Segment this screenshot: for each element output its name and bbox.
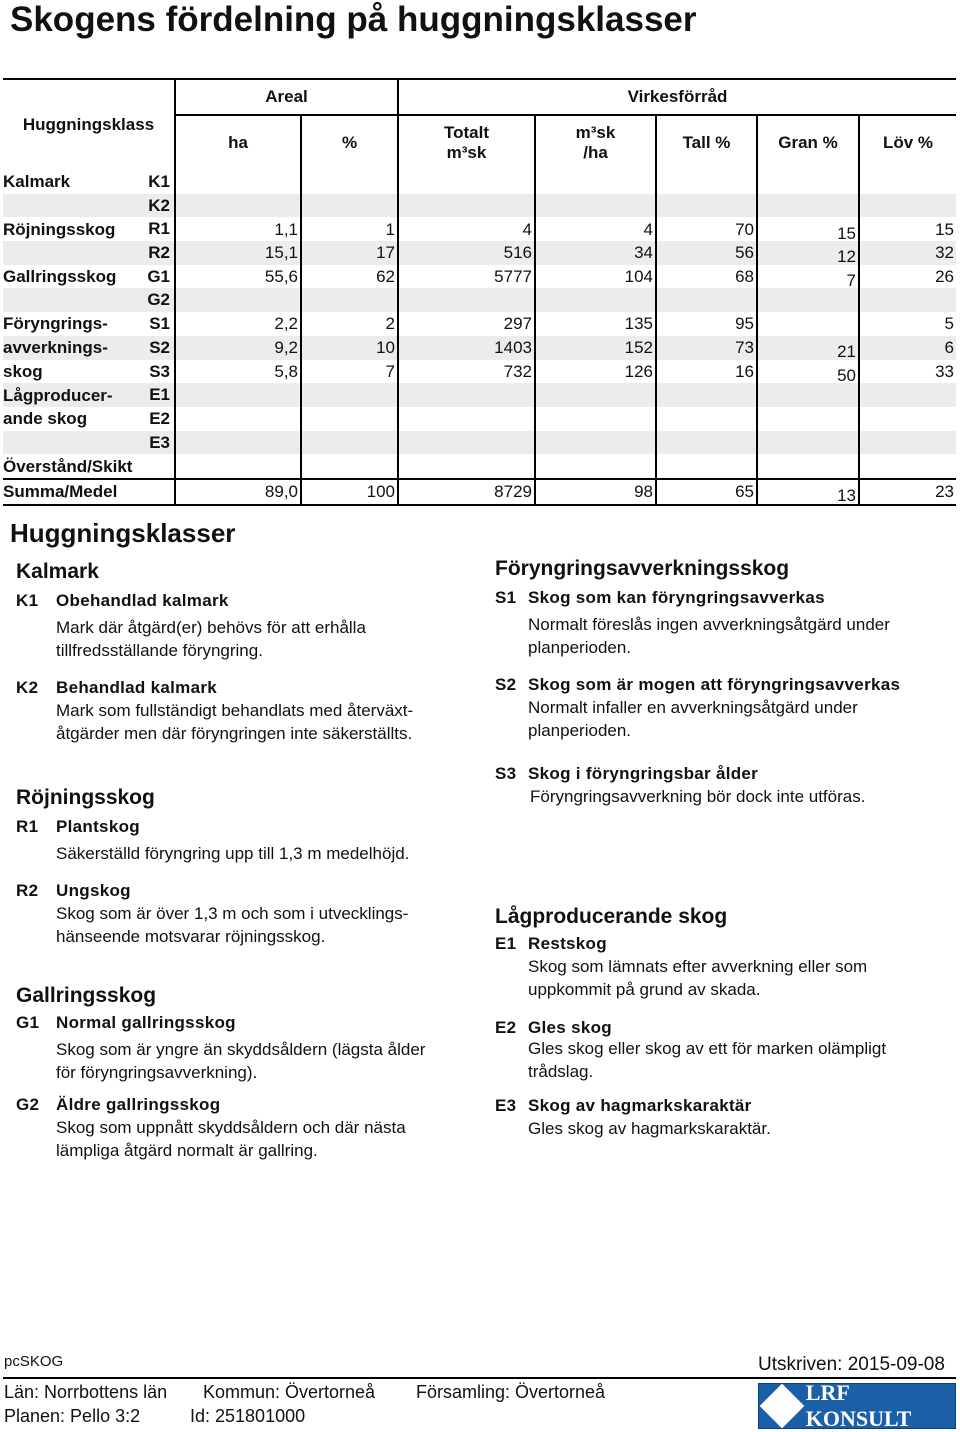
- cell-pct: [301, 454, 398, 479]
- heading-lagproducerande-skog: Lågproducerande skog: [495, 905, 728, 928]
- cell-tall: 56: [656, 241, 757, 265]
- cell-ha: [175, 407, 301, 431]
- heading-huggningsklasser: Huggningsklasser: [10, 518, 236, 548]
- cell-gran: [757, 217, 859, 241]
- cell-pct: [301, 431, 398, 455]
- cell-gran: [757, 312, 859, 336]
- cell-tot: 516: [398, 241, 535, 265]
- row-class-cell: [3, 217, 175, 241]
- cell-lov: 15: [859, 217, 956, 241]
- item-r1: [16, 817, 409, 866]
- cell-tall: [656, 383, 757, 407]
- total-label: Summa/Medel: [3, 479, 175, 505]
- cell-ha: 1,1: [175, 217, 301, 241]
- header-gran: Gran %: [757, 115, 859, 170]
- row-label: skog: [3, 361, 43, 381]
- item-code: G2: [16, 1095, 40, 1114]
- cell-ha: [175, 383, 301, 407]
- total-ha: 89,0: [175, 479, 301, 505]
- item-text: Skog som uppnått skyddsåldern och där nästa lämpliga åtgärd normalt är gallring.: [56, 1118, 406, 1160]
- item-code: G1: [16, 1013, 40, 1032]
- cell-ha: [175, 431, 301, 455]
- table-row: [3, 336, 956, 360]
- cell-ha: 9,2: [175, 336, 301, 360]
- cell-tot: 297: [398, 312, 535, 336]
- item-s2: [495, 675, 900, 742]
- item-e1: [495, 934, 867, 1001]
- item-code: R1: [16, 817, 39, 836]
- heading-kalmark: Kalmark: [16, 560, 99, 583]
- row-code: G2: [147, 290, 170, 310]
- heading-gallringsskog: Gallringsskog: [16, 984, 157, 1007]
- cell-ha: 5,8: [175, 360, 301, 384]
- item-title: Skog i föryngringsbar ålder: [528, 764, 759, 783]
- cell-ha: [175, 170, 301, 194]
- cell-lov: 26: [859, 265, 956, 289]
- header-virkesforrad: Virkesförråd: [398, 79, 956, 115]
- written-date: Utskriven: 2015-09-08: [758, 1354, 945, 1375]
- cell-ha: [175, 194, 301, 218]
- item-title: Ungskog: [56, 881, 131, 900]
- table-row: [3, 288, 956, 312]
- cell-perha: [535, 454, 656, 479]
- item-e3: [495, 1096, 771, 1141]
- item-code: R2: [16, 881, 39, 900]
- footer-forsamling: Församling: Övertorneå: [416, 1382, 606, 1402]
- cell-tall: [656, 288, 757, 312]
- row-code: E2: [149, 408, 170, 428]
- cell-gran: [757, 431, 859, 455]
- cell-ha: 55,6: [175, 265, 301, 289]
- item-title: Gles skog: [528, 1018, 612, 1037]
- cell-perha: 34: [535, 241, 656, 265]
- cell-lov: [859, 170, 956, 194]
- cell-pct: 10: [301, 336, 398, 360]
- row-label: Överstånd/Skikt: [3, 456, 133, 476]
- cell-perha: [535, 431, 656, 455]
- cell-perha: 104: [535, 265, 656, 289]
- item-title: Skog som kan föryngringsavverkas: [528, 588, 825, 607]
- item-title: Plantskog: [56, 817, 140, 836]
- cell-tot: [398, 383, 535, 407]
- cell-tot: [398, 194, 535, 218]
- table-row: [3, 265, 956, 289]
- cell-lov: [859, 288, 956, 312]
- cell-tall: [656, 170, 757, 194]
- total-gran: 13: [757, 479, 859, 505]
- table-row: [3, 431, 956, 455]
- row-label: ande skog: [3, 409, 88, 429]
- cell-ha: 15,1: [175, 241, 301, 265]
- class-distribution-table: [3, 78, 956, 506]
- item-code: K2: [16, 678, 39, 697]
- cell-pct: [301, 194, 398, 218]
- row-class-cell: [3, 241, 175, 265]
- item-text: Mark där åtgärd(er) behövs för att erhålla tillfredsställande föryngring.: [56, 618, 366, 660]
- footer-rule: [3, 1377, 956, 1379]
- cell-value: 21: [837, 342, 856, 362]
- cell-tot: [398, 170, 535, 194]
- item-title: Skog som är mogen att föryngringsavverkas: [528, 675, 901, 694]
- table-row: [3, 383, 956, 407]
- row-class-cell: [3, 454, 175, 479]
- cell-tot: [398, 454, 535, 479]
- cell-pct: [301, 383, 398, 407]
- cell-perha: 152: [535, 336, 656, 360]
- item-text: Skog som är yngre än skyddsåldern (lägsta ålder för föryngringsavverkning).: [56, 1040, 426, 1082]
- table-row: [3, 170, 956, 194]
- cell-tot: [398, 407, 535, 431]
- cell-tall: [656, 431, 757, 455]
- cell-tot: [398, 288, 535, 312]
- cell-perha: [535, 194, 656, 218]
- row-code: E1: [149, 385, 170, 405]
- header-per-ha: m³sk /ha: [535, 115, 656, 170]
- cell-pct: 1: [301, 217, 398, 241]
- footer-id: Id: 251801000: [190, 1406, 306, 1426]
- table-row: [3, 241, 956, 265]
- cell-tall: [656, 454, 757, 479]
- cell-gran: [757, 407, 859, 431]
- clover-icon: [763, 1387, 800, 1425]
- row-label: Kalmark: [3, 172, 71, 192]
- total-row: [3, 479, 956, 505]
- row-class-cell: [3, 360, 175, 384]
- row-label: Gallringsskog: [3, 267, 117, 287]
- item-e2: [495, 1018, 886, 1083]
- table-row: [3, 194, 956, 218]
- item-title: Normal gallringsskog: [56, 1013, 236, 1032]
- item-r2: [16, 881, 408, 948]
- item-code: S3: [495, 764, 517, 783]
- page-title: Skogens fördelning på huggningsklasser: [10, 0, 697, 39]
- item-g1: [16, 1013, 425, 1084]
- row-code: S3: [149, 361, 170, 381]
- cell-tot: 732: [398, 360, 535, 384]
- cell-pct: [301, 170, 398, 194]
- row-class-cell: [3, 312, 175, 336]
- cell-tall: 68: [656, 265, 757, 289]
- logo-text: LRF KONSULT: [805, 1380, 912, 1431]
- cell-tot: 4: [398, 217, 535, 241]
- item-k2: [16, 678, 413, 745]
- row-class-cell: [3, 407, 175, 431]
- item-code: S2: [495, 675, 517, 694]
- row-code: S2: [149, 337, 170, 357]
- item-text: Normalt infaller en avverkningsåtgärd under planperioden.: [528, 698, 858, 740]
- table-row: [3, 454, 956, 479]
- cell-pct: 62: [301, 265, 398, 289]
- cell-tall: [656, 194, 757, 218]
- row-code: R2: [148, 243, 170, 263]
- item-code: S1: [495, 588, 517, 607]
- cell-value: 12: [837, 247, 856, 267]
- item-code: K1: [16, 591, 39, 610]
- header-tall: Tall %: [656, 115, 757, 170]
- item-code: E3: [495, 1096, 517, 1115]
- cell-gran: [757, 454, 859, 479]
- header-areal: Areal: [175, 79, 398, 115]
- cell-gran: [757, 288, 859, 312]
- header-pct: %: [301, 115, 398, 170]
- item-text: Skog som lämnats efter avverkning eller som uppkommit på grund av skada.: [528, 957, 868, 999]
- cell-tall: 70: [656, 217, 757, 241]
- item-text: Säkerställd föryngring upp till 1,3 m medelhöjd.: [56, 844, 410, 863]
- cell-gran: [757, 360, 859, 384]
- cell-ha: [175, 288, 301, 312]
- total-lov: 23: [859, 479, 956, 505]
- item-title: Restskog: [528, 934, 607, 953]
- table-row: [3, 407, 956, 431]
- item-text: Mark som fullständigt behandlats med återväxt- åtgärder men där föryngringen inte säkerställts.: [56, 701, 414, 743]
- row-label: Lågproducer-: [3, 385, 113, 405]
- header-ha: ha: [175, 115, 301, 170]
- cell-pct: 17: [301, 241, 398, 265]
- item-title: Skog av hagmarkskaraktär: [528, 1096, 752, 1115]
- row-code: G1: [147, 266, 170, 286]
- item-title: Behandlad kalmark: [56, 678, 217, 697]
- cell-lov: [859, 407, 956, 431]
- cell-gran: [757, 383, 859, 407]
- cell-pct: 7: [301, 360, 398, 384]
- cell-tall: [656, 407, 757, 431]
- item-title: Obehandlad kalmark: [56, 591, 229, 610]
- row-class-cell: [3, 288, 175, 312]
- cell-pct: 2: [301, 312, 398, 336]
- item-s3: [495, 764, 865, 809]
- cell-tall: 16: [656, 360, 757, 384]
- cell-gran: [757, 170, 859, 194]
- item-k1: [16, 591, 366, 662]
- item-text: Skog som är över 1,3 m och som i utvecklings- hänseende motsvarar röjningsskog.: [56, 904, 409, 946]
- footer-lan: Län: Norrbottens län: [4, 1382, 168, 1402]
- cell-gran: [757, 265, 859, 289]
- row-class-cell: [3, 170, 175, 194]
- app-name: pcSKOG: [4, 1353, 64, 1370]
- cell-lov: 32: [859, 241, 956, 265]
- cell-perha: 4: [535, 217, 656, 241]
- cell-lov: [859, 431, 956, 455]
- cell-lov: 33: [859, 360, 956, 384]
- cell-perha: [535, 170, 656, 194]
- total-tot: 8729: [398, 479, 535, 505]
- item-text: Föryngringsavverkning bör dock inte utföras.: [530, 787, 866, 806]
- total-pct: 100: [301, 479, 398, 505]
- cell-pct: [301, 407, 398, 431]
- row-label: avverknings-: [3, 338, 108, 358]
- cell-value: 7: [846, 271, 856, 291]
- cell-lov: 6: [859, 336, 956, 360]
- cell-tall: 73: [656, 336, 757, 360]
- cell-perha: [535, 288, 656, 312]
- total-perha: 98: [535, 479, 656, 505]
- footer-kommun: Kommun: Övertorneå: [203, 1382, 376, 1402]
- item-code: E1: [495, 934, 517, 953]
- cell-pct: [301, 288, 398, 312]
- cell-tot: 5777: [398, 265, 535, 289]
- heading-rojningsskog: Röjningsskog: [16, 786, 155, 809]
- row-code: K2: [148, 195, 170, 215]
- row-code: E3: [149, 432, 170, 452]
- row-code: K1: [148, 172, 170, 191]
- row-class-cell: [3, 431, 175, 455]
- cell-perha: [535, 407, 656, 431]
- row-code: S1: [149, 314, 170, 334]
- cell-value: 15: [837, 223, 856, 243]
- cell-lov: [859, 383, 956, 407]
- cell-ha: [175, 454, 301, 479]
- item-s1: [495, 588, 890, 659]
- header-lov: Löv %: [859, 115, 956, 170]
- cell-gran: [757, 241, 859, 265]
- cell-lov: 5: [859, 312, 956, 336]
- item-code: E2: [495, 1018, 517, 1037]
- lrf-konsult-logo: [758, 1380, 956, 1431]
- item-text: Gles skog av hagmarkskaraktär.: [528, 1119, 771, 1138]
- total-tall: 65: [656, 479, 757, 505]
- item-g2: [16, 1095, 406, 1162]
- cell-gran: [757, 336, 859, 360]
- item-text: Normalt föreslås ingen avverkningsåtgärd under planperioden.: [528, 615, 890, 657]
- cell-tall: 95: [656, 312, 757, 336]
- item-text: Gles skog eller skog av ett för marken olämpligt trådslag.: [528, 1039, 887, 1081]
- cell-tot: [398, 431, 535, 455]
- heading-foryngringsavverkningsskog: Föryngringsavverkningsskog: [495, 557, 790, 580]
- row-class-cell: [3, 265, 175, 289]
- cell-perha: [535, 383, 656, 407]
- table-row: [3, 360, 956, 384]
- row-class-cell: [3, 194, 175, 218]
- item-title: Äldre gallringsskog: [56, 1095, 221, 1114]
- table-row: [3, 217, 956, 241]
- cell-perha: 135: [535, 312, 656, 336]
- cell-value: 50: [837, 365, 856, 385]
- cell-gran: [757, 194, 859, 218]
- cell-tot: 1403: [398, 336, 535, 360]
- row-label: Röjningsskog: [3, 219, 116, 239]
- row-class-cell: [3, 336, 175, 360]
- table-row: [3, 312, 956, 336]
- footer-planen: Planen: Pello 3:2: [4, 1406, 141, 1426]
- row-label: Föryngrings-: [3, 314, 108, 334]
- cell-ha: 2,2: [175, 312, 301, 336]
- header-huggningsklass: Huggningsklass: [3, 79, 175, 170]
- row-code: R1: [148, 219, 170, 239]
- row-class-cell: [3, 383, 175, 407]
- cell-lov: [859, 454, 956, 479]
- cell-lov: [859, 194, 956, 218]
- cell-perha: 126: [535, 360, 656, 384]
- header-totalt: Totalt m³sk: [398, 115, 535, 170]
